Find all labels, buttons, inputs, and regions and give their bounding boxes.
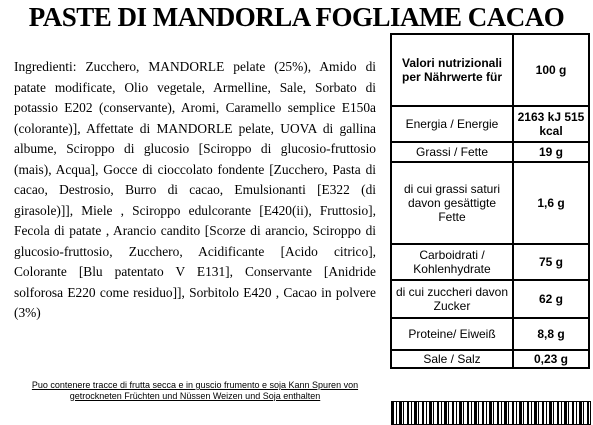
nutrition-value: 8,8 g	[513, 318, 589, 350]
allergen-note: Puo contenere tracce di frutta secca e in guscio frumento e soja Kann Spuren von getrockneten Früchten und Nüssen Weizen und Soja enthalten	[31, 380, 359, 401]
nutrition-value: 0,23 g	[513, 350, 589, 368]
product-title: PASTE DI MANDORLA FOGLIAME CACAO	[28, 2, 565, 32]
nutrition-label: di cui zuccheri davon Zucker	[391, 280, 513, 318]
ingredients-text: Ingredienti: Zucchero, MANDORLE pelate (25%), Amido di patate modificate, Olio vegetale, Armelline, Sale, Sorbato di potassio E202 (conservante), Aromi, Caramello semplice E150a (colorante)], Affettate di MANDORLE pelate, UOVA di gallina albume, Sciroppo di glucosio [Sciroppo di glucosio-fruttosio (mais), Acqua], Gocce di cioccolato fondente [Zucchero, Pasta di cacao, Destrosio, Burro di cacao, Emulsionanti [E322 (di girasole)]], Miele , Sciroppo edulcorante [E420(ii), Fruttosio], Fecola di patate , Arancio candito [Scorze di arancio, Sciroppo di glucosio-fruttosio, Zucchero, Acidificante [Acido citrico], Colorante [Blu patentato V E131], Conservante [Anidride solforosa E220 come residuo]], Sorbitolo E420 , Cacao in polvere (3%)	[14, 59, 376, 320]
nutrition-header-value: 100 g	[513, 34, 589, 106]
nutrition-row-sugars	[391, 280, 589, 318]
nutrition-row-protein	[391, 318, 589, 350]
nutrition-value: 1,6 g	[513, 162, 589, 244]
nutrition-header-label: Valori nutrizionali per Nährwerte für	[391, 34, 513, 106]
nutrition-row-energy	[391, 106, 589, 142]
nutrition-label: Energia / Energie	[391, 106, 513, 142]
nutrition-header-row	[391, 34, 589, 106]
nutrition-row-fat	[391, 142, 589, 162]
nutrition-label: di cui grassi saturi davon gesättigte Fette	[391, 162, 513, 244]
nutrition-label: Carboidrati / Kohlenhydrate	[391, 244, 513, 280]
nutrition-label: Proteine/ Eiweiß	[391, 318, 513, 350]
nutrition-value: 19 g	[513, 142, 589, 162]
nutrition-value: 75 g	[513, 244, 589, 280]
nutrition-row-salt	[391, 350, 589, 368]
nutrition-row-saturated	[391, 162, 589, 244]
nutrition-value: 62 g	[513, 280, 589, 318]
nutrition-table	[390, 33, 590, 369]
nutrition-value: 2163 kJ 515 kcal	[513, 106, 589, 142]
nutrition-row-carbs	[391, 244, 589, 280]
nutrition-label: Sale / Salz	[391, 350, 513, 368]
barcode-image	[391, 401, 591, 425]
nutrition-label: Grassi / Fette	[391, 142, 513, 162]
